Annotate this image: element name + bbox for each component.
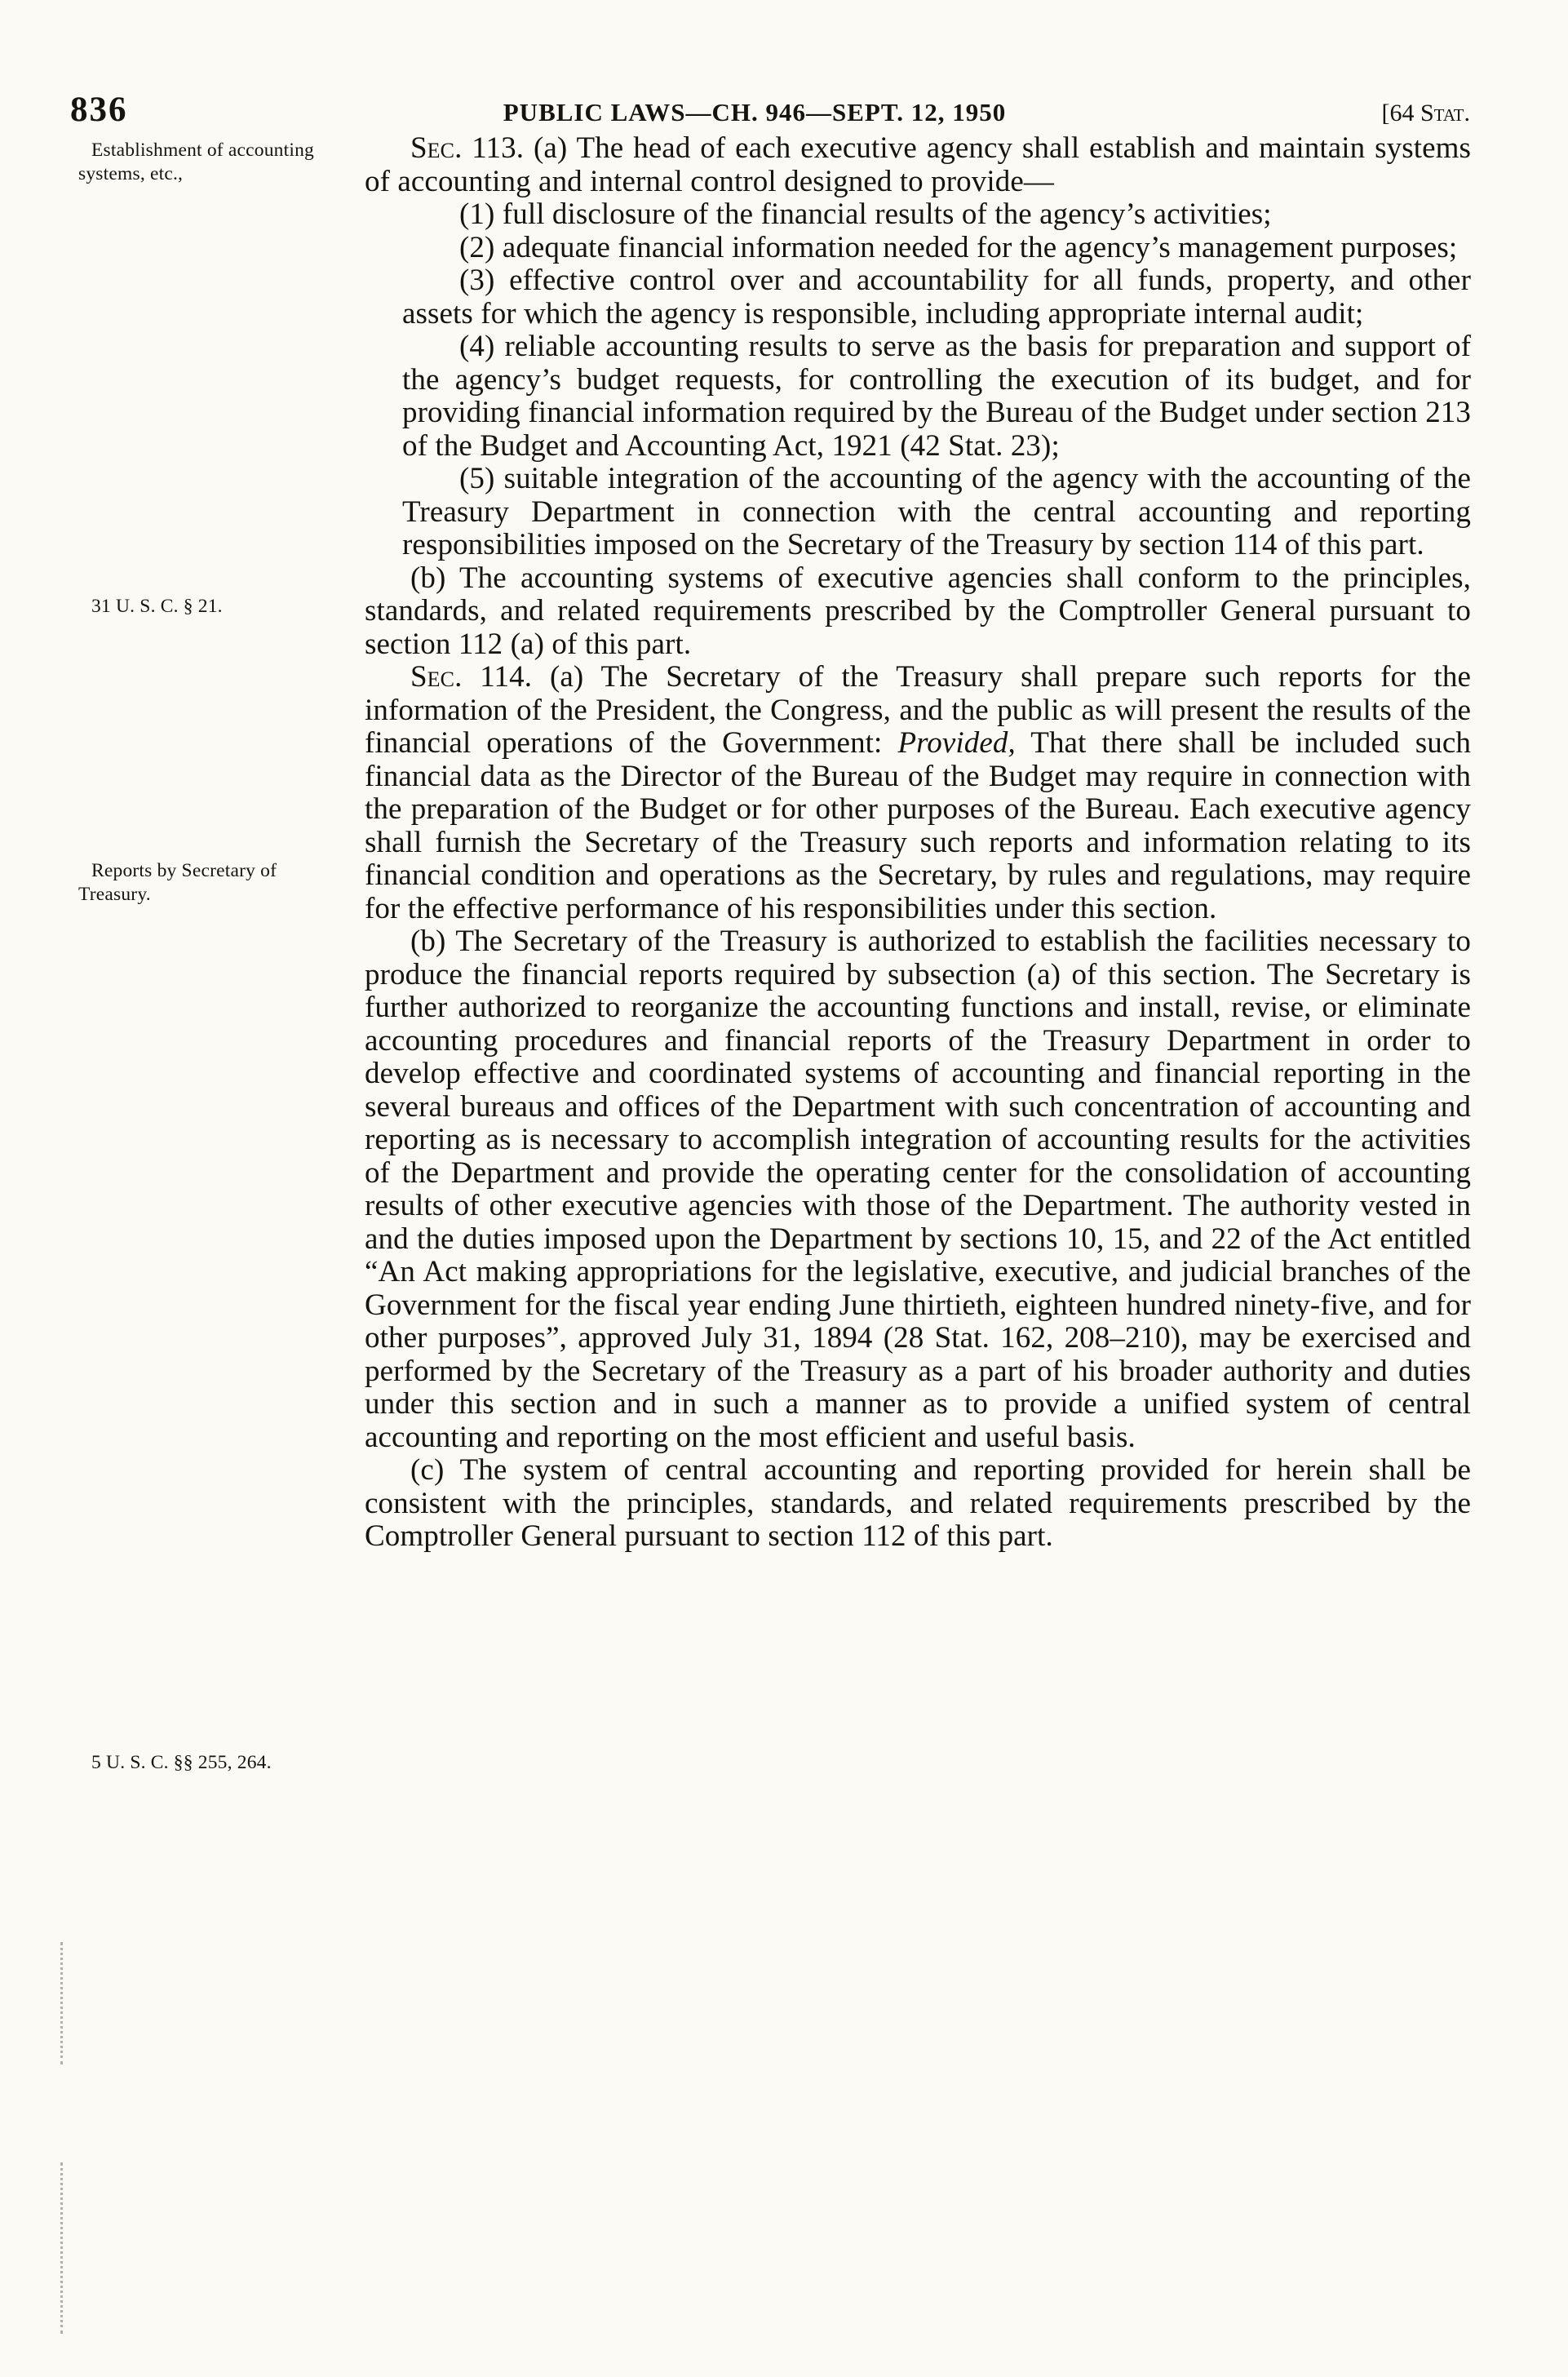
margin-note-usc-citation-2: 5 U. S. C. §§ 255, 264. bbox=[91, 1752, 272, 1773]
paragraph-item bbox=[402, 198, 1471, 232]
text-run: (5) suitable integration of the accounting of the agency with the accounting of the Treasury Department in connection with the central accounting and reporting responsibilities imposed on the Secretary of the Treasury by section 114 of this part. bbox=[402, 462, 1471, 561]
paragraph-item bbox=[402, 232, 1471, 265]
statute-volume-ref: [64 Stat. bbox=[1381, 100, 1470, 126]
paragraph-main bbox=[365, 925, 1471, 1454]
paragraph-main bbox=[365, 1454, 1471, 1554]
text-run: (b) The accounting systems of executive agencies shall conform to the principles, standards, and related requirements prescribed by the Comptroller General pursuant to section 112 (a) of this part. bbox=[365, 561, 1471, 661]
text-run: (c) The system of central accounting and reporting provided for herein shall be consistent with the principles, standards, and related requirements prescribed by the Comptroller General pursuant to section 112 of this part. bbox=[365, 1453, 1471, 1553]
text-run: Sec. 114. bbox=[410, 660, 533, 694]
text-run: Sec. 113. bbox=[410, 131, 525, 165]
text-run: Provided, bbox=[897, 726, 1016, 760]
scan-artifact bbox=[60, 2162, 65, 2334]
paragraph-item bbox=[402, 330, 1471, 463]
margin-note-reports-by-secretary: Reports by Secretary of Treasury. bbox=[78, 860, 277, 905]
paragraph-item bbox=[402, 264, 1471, 330]
text-run: (a) The Secretary of the Treasury shall prepare such reports for the information of the President, the Congress, and the public as will present the results of the financial operations of the Government: bbox=[365, 660, 1471, 760]
paragraph-item bbox=[402, 463, 1471, 562]
text-run: (b) The Secretary of the Treasury is authorized to establish the facilities necessary to produce the financial reports required by subsection (a) of this section. The Secretary is further authorized to reorganize the accounting functions and install, revise, or eliminate accounting procedures and financial reports of the Treasury Department in order to develop effective and coordinated systems of accounting and financial reporting in the several bureaus and offices of the Department with such concentration of accounting and reporting as is necessary to accomplish integration of accounting results for the activities of the Department and provide the operating center for the consolidation of accounting results of other executive agencies with those of the Department. The authority vested in and the duties imposed upon the Department by sections 10, 15, and 22 of the Act entitled “An Act making appropriations for the legislative, executive, and judicial branches of the Government for the fiscal year ending June thirtieth, eighteen hundred ninety-five, and for other purposes”, approved July 31, 1894 (28 Stat. 162, 208–210), may be exercised and performed by the Secretary of the Treasury as a part of his broader authority and duties under this section and in such a manner as to provide a unified system of central accounting and reporting on the most efficient and useful basis. bbox=[365, 925, 1471, 1454]
paragraph-main bbox=[365, 661, 1471, 925]
paragraph-main bbox=[365, 562, 1471, 662]
statute-body bbox=[365, 132, 1471, 1554]
scan-artifact bbox=[60, 1942, 65, 2064]
margin-note-accounting-systems: Establishment of accounting systems, etc., bbox=[78, 140, 314, 184]
margin-note-usc-citation-1: 31 U. S. C. § 21. bbox=[91, 596, 223, 617]
text-run: (4) reliable accounting results to serve as the basis for preparation and support of the agency’s budget requests, for controlling the execution of its budget, and for providing financial information required by the Bureau of the Budget under section 213 of the Budget and Accounting Act, 1921 (42 Stat. 23); bbox=[402, 330, 1471, 463]
running-head-title: PUBLIC LAWS—CH. 946—SEPT. 12, 1950 bbox=[503, 98, 1007, 126]
page-number: 836 bbox=[70, 91, 128, 129]
text-run: That there shall be included such financial data as the Director of the Bureau of the Budget may require in connection with the preparation of the Budget or for other purposes of the Bureau. Each executive agency shall furnish the Secretary of the Treasury such reports and information relating to its financial condition and operations as the Secretary, by rules and regulations, may require for the effective performance of his responsibilities under this section. bbox=[365, 726, 1471, 925]
text-run: (1) full disclosure of the financial results of the agency’s activities; bbox=[459, 197, 1272, 231]
text-run: (a) The head of each executive agency shall establish and maintain systems of accounting and internal control designed to provide— bbox=[365, 131, 1471, 198]
paragraph-main bbox=[365, 132, 1471, 198]
text-run: (3) effective control over and accountability for all funds, property, and other assets for which the agency is responsible, including appropriate internal audit; bbox=[402, 264, 1471, 330]
page-header bbox=[70, 90, 1470, 130]
text-run: (2) adequate financial information needed for the agency’s management purposes; bbox=[459, 230, 1458, 264]
